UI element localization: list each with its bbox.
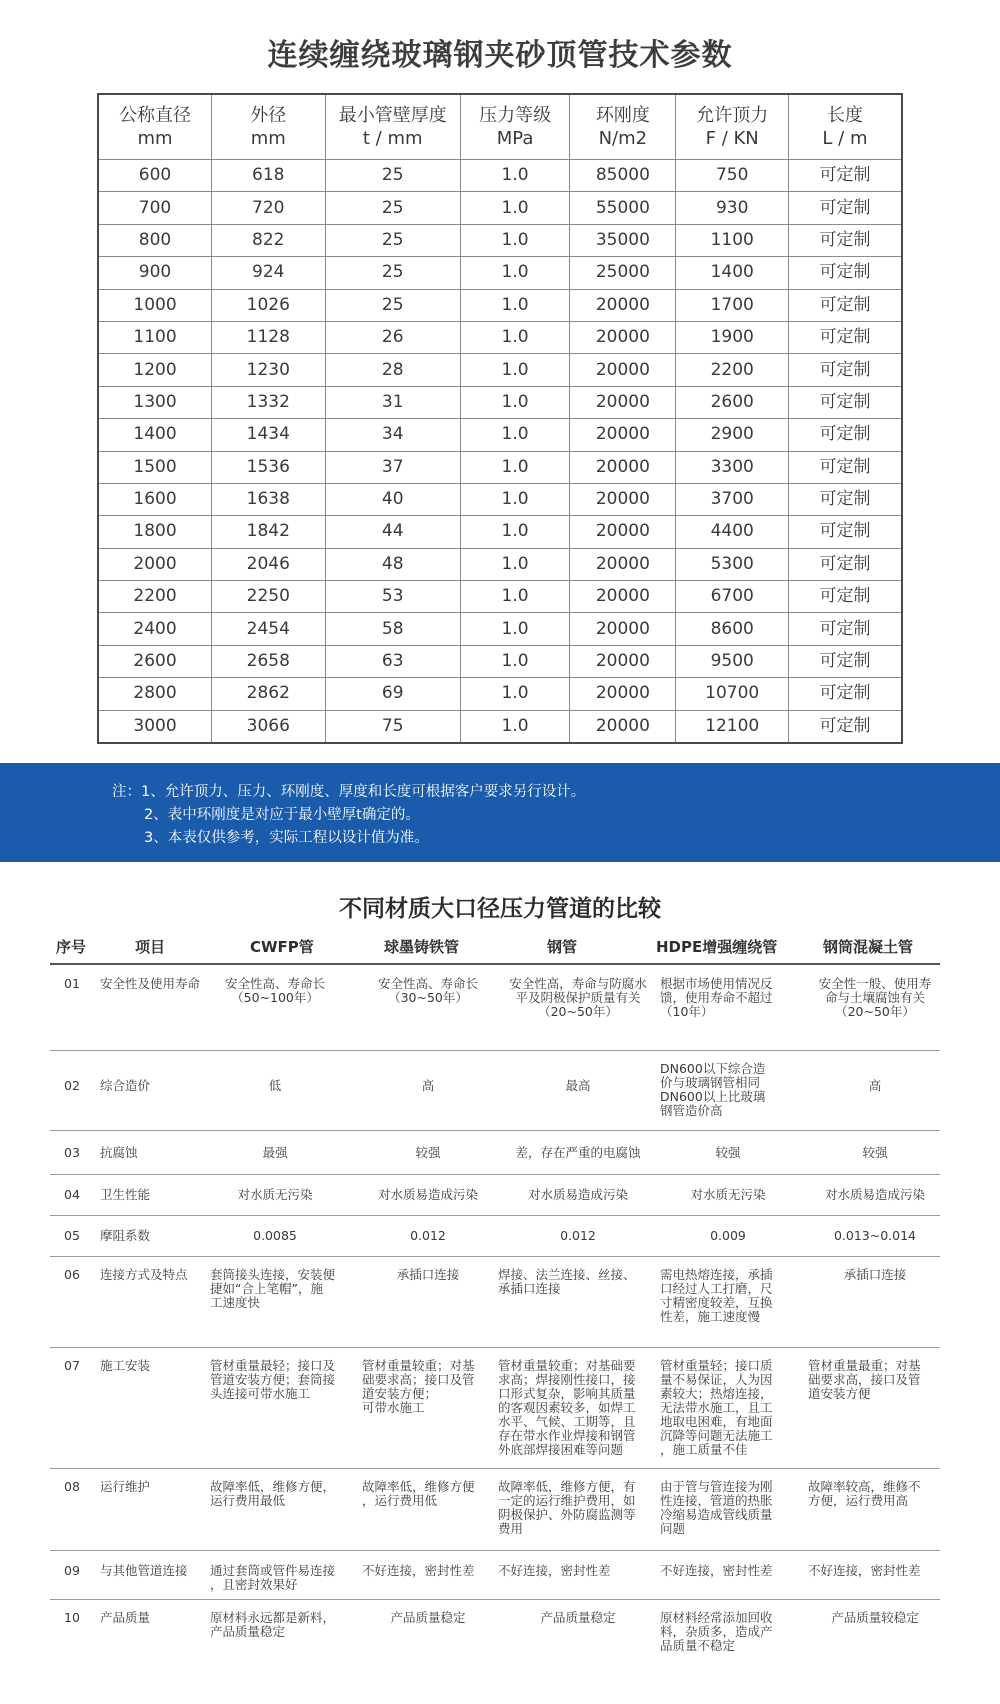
spec-cell: 6700: [676, 581, 788, 613]
spec-cell: 2250: [212, 581, 326, 613]
spec-cell: 20000: [570, 516, 676, 548]
spec-cell: 2000: [98, 548, 212, 580]
spec-cell: 1400: [676, 257, 788, 289]
spec-cell: 2800: [98, 678, 212, 710]
spec-cell: 20000: [570, 321, 676, 353]
row-number: 08: [64, 1479, 80, 1494]
comparison-row: [50, 1174, 940, 1216]
spec-row: [98, 160, 902, 192]
comparison-title: 不同材质大口径压力管道的比较: [339, 896, 661, 922]
header-pccp: 钢筒混凝土管: [823, 938, 914, 956]
spec-cell: 3066: [212, 710, 326, 743]
steel-cell: 0.012: [560, 1228, 596, 1243]
spec-cell: 1128: [212, 321, 326, 353]
note-line-3: 3、本表仅供参考，实际工程以设计值为准。: [144, 830, 429, 846]
note-line-2: 2、表中环刚度是对应于最小壁厚t确定的。: [144, 807, 420, 823]
spec-cell: 25000: [570, 257, 676, 289]
ductile-iron-cell: 对水质易造成污染: [377, 1187, 478, 1202]
row-number: 06: [64, 1267, 80, 1282]
spec-body: [98, 160, 902, 744]
row-item: 安全性及使用寿命: [100, 976, 201, 991]
spec-cell: 1536: [212, 451, 326, 483]
spec-cell: 25: [325, 257, 460, 289]
ductile-iron-cell: 安全性高、寿命长 （30~50年）: [377, 976, 478, 1005]
spec-cell: 1.0: [460, 289, 569, 321]
notes: [112, 781, 585, 850]
spec-cell: 618: [212, 160, 326, 192]
spec-cell: 37: [325, 451, 460, 483]
spec-cell: 可定制: [788, 354, 902, 386]
spec-cell: 35000: [570, 224, 676, 256]
spec-cell: 20000: [570, 483, 676, 515]
spec-cell: 可定制: [788, 192, 902, 224]
header-ductile-iron: 球墨铸铁管: [384, 938, 460, 956]
cwfp-cell: 最强: [262, 1145, 288, 1160]
ductile-iron-cell: 0.012: [410, 1228, 446, 1243]
header-unit: t / mm: [362, 128, 423, 149]
spec-cell: 700: [98, 192, 212, 224]
spec-row: [98, 613, 902, 645]
row-number: 10: [64, 1610, 80, 1625]
spec-cell: 可定制: [788, 224, 902, 256]
spec-row: [98, 419, 902, 451]
comparison-header-row: [50, 933, 940, 965]
spec-header-cell: [98, 94, 212, 160]
spec-cell: 25: [325, 192, 460, 224]
spec-cell: 20000: [570, 548, 676, 580]
header-unit: mm: [137, 128, 173, 149]
hdpe-cell: 由于管与管连接为刚 性连接，管道的热胀 冷缩易造成管线质量 问题: [660, 1479, 773, 1536]
header-unit: mm: [250, 128, 286, 149]
header-cwfp: CWFP管: [250, 938, 314, 956]
header-label: 允许顶力: [696, 105, 769, 126]
spec-cell: 可定制: [788, 419, 902, 451]
pccp-cell: 管材重量最重；对基 础要求高，接口及管 道安装方便: [808, 1358, 921, 1401]
spec-cell: 2400: [98, 613, 212, 645]
spec-cell: 600: [98, 160, 212, 192]
header-unit: MPa: [496, 128, 534, 149]
spec-cell: 1.0: [460, 710, 569, 743]
hdpe-cell: 需电热熔连接，承插 口经过人工打磨，尺 寸精密度较差，互换 性差，施工速度慢: [660, 1267, 773, 1324]
spec-cell: 924: [212, 257, 326, 289]
spec-cell: 5300: [676, 548, 788, 580]
spec-cell: 1.0: [460, 224, 569, 256]
spec-cell: 可定制: [788, 160, 902, 192]
cwfp-cell: 通过套筒或管件易连接 ，且密封效果好: [210, 1563, 336, 1592]
pccp-cell: 不好连接，密封性差: [808, 1563, 921, 1578]
cwfp-cell: 管材重量最轻；接口及 管道安装方便；套筒接 头连接可带水施工: [210, 1358, 336, 1401]
spec-cell: 可定制: [788, 678, 902, 710]
row-number: 03: [64, 1145, 80, 1160]
spec-cell: 可定制: [788, 483, 902, 515]
spec-cell: 可定制: [788, 581, 902, 613]
steel-cell: 不好连接，密封性差: [498, 1563, 611, 1578]
spec-header-cell: [788, 94, 902, 160]
header-label: 最小管壁厚度: [338, 105, 447, 126]
comparison-row: [50, 1050, 940, 1131]
spec-cell: 可定制: [788, 289, 902, 321]
spec-cell: 1842: [212, 516, 326, 548]
spec-cell: 1026: [212, 289, 326, 321]
spec-cell: 930: [676, 192, 788, 224]
hdpe-cell: 原材料经常添加回收 料，杂质多，造成产 品质量不稳定: [660, 1610, 773, 1653]
spec-header-cell: [212, 94, 326, 160]
cwfp-cell: 安全性高、寿命长 （50~100年）: [224, 976, 325, 1005]
spec-table: [97, 93, 903, 744]
spec-cell: 1500: [98, 451, 212, 483]
spec-cell: 1.0: [460, 613, 569, 645]
steel-cell: 管材重量较重；对基础要 求高；焊接刚性接口，接 口形式复杂，影响其质量 的客观因素较多，如焊工 水平、气候、工期等，且 存在带水作业焊接和钢管 外底部焊接困难等问题: [498, 1358, 636, 1457]
row-item: 连接方式及特点: [100, 1267, 188, 1282]
header-label: 长度: [826, 105, 863, 126]
spec-cell: 3300: [676, 451, 788, 483]
spec-cell: 1200: [98, 354, 212, 386]
spec-row: [98, 516, 902, 548]
cwfp-cell: 0.0085: [253, 1228, 297, 1243]
spec-title: 连续缠绕玻璃钢夹砂顶管技术参数: [267, 38, 733, 73]
spec-cell: 750: [676, 160, 788, 192]
spec-cell: 1800: [98, 516, 212, 548]
spec-cell: 1100: [676, 224, 788, 256]
row-item: 施工安装: [100, 1358, 151, 1373]
spec-cell: 63: [325, 645, 460, 677]
ductile-iron-cell: 故障率低，维修方便 ，运行费用低: [362, 1479, 475, 1508]
spec-cell: 10700: [676, 678, 788, 710]
header-hdpe: HDPE增强缠绕管: [656, 938, 778, 956]
comparison-row: [50, 965, 940, 1051]
comparison-row: [50, 1130, 940, 1175]
ductile-iron-cell: 管材重量较重；对基 础要求高；接口及管 道安装方便； 可带水施工: [362, 1358, 475, 1415]
spec-row: [98, 192, 902, 224]
header-label: 压力等级: [479, 105, 552, 126]
spec-cell: 1600: [98, 483, 212, 515]
spec-cell: 2600: [98, 645, 212, 677]
steel-cell: 安全性高，寿命与防腐水 平及阴极保护质量有关 （20~50年）: [509, 976, 647, 1019]
spec-cell: 可定制: [788, 645, 902, 677]
spec-cell: 可定制: [788, 548, 902, 580]
spec-cell: 可定制: [788, 710, 902, 743]
spec-cell: 55000: [570, 192, 676, 224]
spec-cell: 1.0: [460, 581, 569, 613]
cwfp-cell: 原材料永远都是新料， 产品质量稳定: [210, 1610, 336, 1639]
spec-row: [98, 678, 902, 710]
hdpe-cell: 0.009: [710, 1228, 746, 1243]
spec-cell: 20000: [570, 419, 676, 451]
spec-row: [98, 289, 902, 321]
header-num: 序号: [56, 938, 87, 956]
steel-cell: 差，存在严重的电腐蚀: [515, 1145, 641, 1160]
spec-cell: 可定制: [788, 321, 902, 353]
spec-cell: 20000: [570, 386, 676, 418]
ductile-iron-cell: 不好连接，密封性差: [362, 1563, 475, 1578]
spec-cell: 1.0: [460, 548, 569, 580]
spec-cell: 25: [325, 160, 460, 192]
hdpe-cell: DN600以下综合造 价与玻璃钢管相同 DN600以上比玻璃 钢管造价高: [660, 1061, 766, 1118]
spec-cell: 1.0: [460, 451, 569, 483]
header-label: 外径: [250, 105, 287, 126]
spec-cell: 9500: [676, 645, 788, 677]
spec-cell: 2454: [212, 613, 326, 645]
spec-cell: 1100: [98, 321, 212, 353]
comparison-row: [50, 1599, 940, 1681]
spec-row: [98, 483, 902, 515]
steel-cell: 焊接、法兰连接、丝接、 承插口连接: [498, 1267, 636, 1296]
spec-cell: 1332: [212, 386, 326, 418]
row-item: 运行维护: [100, 1479, 151, 1494]
pccp-cell: 高: [868, 1078, 882, 1093]
spec-cell: 1.0: [460, 386, 569, 418]
ductile-iron-cell: 高: [421, 1078, 435, 1093]
spec-cell: 25: [325, 289, 460, 321]
spec-cell: 58: [325, 613, 460, 645]
pccp-cell: 对水质易造成污染: [824, 1187, 925, 1202]
spec-cell: 1.0: [460, 192, 569, 224]
spec-cell: 75: [325, 710, 460, 743]
spec-cell: 40: [325, 483, 460, 515]
spec-cell: 2900: [676, 419, 788, 451]
spec-cell: 1000: [98, 289, 212, 321]
spec-cell: 85000: [570, 160, 676, 192]
header-steel: 钢管: [547, 938, 578, 956]
spec-cell: 1.0: [460, 321, 569, 353]
row-item: 卫生性能: [100, 1187, 151, 1202]
spec-cell: 20000: [570, 645, 676, 677]
spec-cell: 2600: [676, 386, 788, 418]
spec-cell: 可定制: [788, 516, 902, 548]
spec-cell: 3000: [98, 710, 212, 743]
spec-cell: 2200: [676, 354, 788, 386]
cwfp-cell: 低: [268, 1078, 282, 1093]
pccp-cell: 承插口连接: [843, 1267, 907, 1282]
spec-cell: 25: [325, 224, 460, 256]
spec-cell: 可定制: [788, 613, 902, 645]
hdpe-cell: 较强: [715, 1145, 741, 1160]
spec-cell: 2658: [212, 645, 326, 677]
hdpe-cell: 管材重量轻；接口质 量不易保证，人为因 素较大；热熔连接， 无法带水施工，且工 地取电困难，有地面 沉降等问题无法施工 ，施工质量不佳: [660, 1358, 773, 1457]
spec-row: [98, 386, 902, 418]
spec-cell: 31: [325, 386, 460, 418]
note-line-1: 注：1、允许顶力、压力、环刚度、厚度和长度可根据客户要求另行设计。: [112, 784, 586, 800]
spec-cell: 可定制: [788, 386, 902, 418]
row-number: 07: [64, 1358, 80, 1373]
spec-cell: 20000: [570, 613, 676, 645]
ductile-iron-cell: 承插口连接: [396, 1267, 460, 1282]
cwfp-cell: 对水质无污染: [237, 1187, 313, 1202]
spec-cell: 12100: [676, 710, 788, 743]
spec-cell: 28: [325, 354, 460, 386]
row-number: 09: [64, 1563, 80, 1578]
row-item: 抗腐蚀: [100, 1145, 138, 1160]
cwfp-cell: 套筒接头连接，安装便 捷如“合上笔帽”，施 工速度快: [210, 1267, 336, 1310]
spec-row: [98, 645, 902, 677]
ductile-iron-cell: 较强: [415, 1145, 441, 1160]
spec-cell: 1.0: [460, 257, 569, 289]
spec-cell: 20000: [570, 289, 676, 321]
spec-cell: 1.0: [460, 645, 569, 677]
spec-cell: 34: [325, 419, 460, 451]
spec-cell: 1900: [676, 321, 788, 353]
row-number: 02: [64, 1078, 80, 1093]
header-unit: N/m2: [598, 128, 648, 149]
steel-cell: 最高: [565, 1078, 591, 1093]
spec-cell: 20000: [570, 710, 676, 743]
header-unit: F / KN: [705, 128, 759, 149]
spec-cell: 53: [325, 581, 460, 613]
spec-cell: 44: [325, 516, 460, 548]
spec-row: [98, 354, 902, 386]
spec-header-row: [98, 94, 902, 160]
spec-row: [98, 257, 902, 289]
spec-cell: 20000: [570, 581, 676, 613]
row-item: 摩阻系数: [100, 1228, 151, 1243]
spec-cell: 2046: [212, 548, 326, 580]
header-unit: L / m: [822, 128, 868, 149]
pccp-cell: 故障率较高，维修不 方便，运行费用高: [808, 1479, 921, 1508]
hdpe-cell: 不好连接，密封性差: [660, 1563, 773, 1578]
spec-cell: 20000: [570, 451, 676, 483]
pccp-cell: 安全性一般、使用寿 命与土壤腐蚀有关 （20~50年）: [818, 976, 932, 1019]
spec-cell: 1700: [676, 289, 788, 321]
spec-cell: 3700: [676, 483, 788, 515]
spec-cell: 可定制: [788, 257, 902, 289]
spec-cell: 1300: [98, 386, 212, 418]
row-number: 01: [64, 976, 80, 991]
spec-cell: 20000: [570, 354, 676, 386]
spec-cell: 900: [98, 257, 212, 289]
header-label: 公称直径: [119, 105, 191, 126]
spec-cell: 1.0: [460, 516, 569, 548]
ductile-iron-cell: 产品质量稳定: [390, 1610, 466, 1625]
spec-cell: 1.0: [460, 354, 569, 386]
spec-cell: 8600: [676, 613, 788, 645]
spec-cell: 1400: [98, 419, 212, 451]
spec-header-cell: [460, 94, 569, 160]
hdpe-cell: 对水质无污染: [690, 1187, 766, 1202]
spec-cell: 800: [98, 224, 212, 256]
spec-row: [98, 581, 902, 613]
spec-header-cell: [676, 94, 788, 160]
spec-cell: 1.0: [460, 160, 569, 192]
spec-cell: 1638: [212, 483, 326, 515]
spec-cell: 2862: [212, 678, 326, 710]
spec-cell: 48: [325, 548, 460, 580]
spec-header-cell: [570, 94, 676, 160]
row-number: 04: [64, 1187, 80, 1202]
spec-cell: 720: [212, 192, 326, 224]
notes-band: [0, 763, 1000, 862]
spec-row: [98, 224, 902, 256]
comparison-row: [50, 1215, 940, 1257]
spec-row: [98, 321, 902, 353]
row-item: 综合造价: [100, 1078, 151, 1093]
spec-cell: 2200: [98, 581, 212, 613]
spec-cell: 1.0: [460, 678, 569, 710]
spec-cell: 1230: [212, 354, 326, 386]
spec-cell: 1.0: [460, 483, 569, 515]
cwfp-cell: 故障率低，维修方便， 运行费用最低: [210, 1479, 336, 1508]
header-label: 环刚度: [595, 105, 650, 126]
spec-cell: 4400: [676, 516, 788, 548]
comparison-row: [50, 1256, 940, 1348]
steel-cell: 对水质易造成污染: [527, 1187, 628, 1202]
spec-cell: 20000: [570, 678, 676, 710]
pccp-cell: 产品质量较稳定: [831, 1610, 919, 1625]
spec-row: [98, 451, 902, 483]
spec-row: [98, 710, 902, 743]
row-item: 产品质量: [100, 1610, 151, 1625]
pccp-cell: 较强: [862, 1145, 888, 1160]
row-number: 05: [64, 1228, 80, 1243]
spec-cell: 69: [325, 678, 460, 710]
header-item: 项目: [135, 938, 166, 956]
spec-cell: 1434: [212, 419, 326, 451]
spec-header-cell: [325, 94, 460, 160]
pccp-cell: 0.013~0.014: [833, 1228, 917, 1243]
spec-cell: 1.0: [460, 419, 569, 451]
spec-cell: 26: [325, 321, 460, 353]
comparison-row: [50, 1550, 940, 1600]
comparison-row: [50, 1468, 940, 1551]
hdpe-cell: 根据市场使用情况反 馈，使用寿命不超过 （10年）: [660, 976, 773, 1019]
steel-cell: 产品质量稳定: [540, 1610, 616, 1625]
spec-row: [98, 548, 902, 580]
comparison-row: [50, 1347, 940, 1469]
steel-cell: 故障率低，维修方便，有 一定的运行维护费用，如 阴极保护、外防腐监测等 费用: [498, 1479, 636, 1536]
spec-cell: 822: [212, 224, 326, 256]
spec-cell: 可定制: [788, 451, 902, 483]
row-item: 与其他管道连接: [100, 1563, 188, 1578]
